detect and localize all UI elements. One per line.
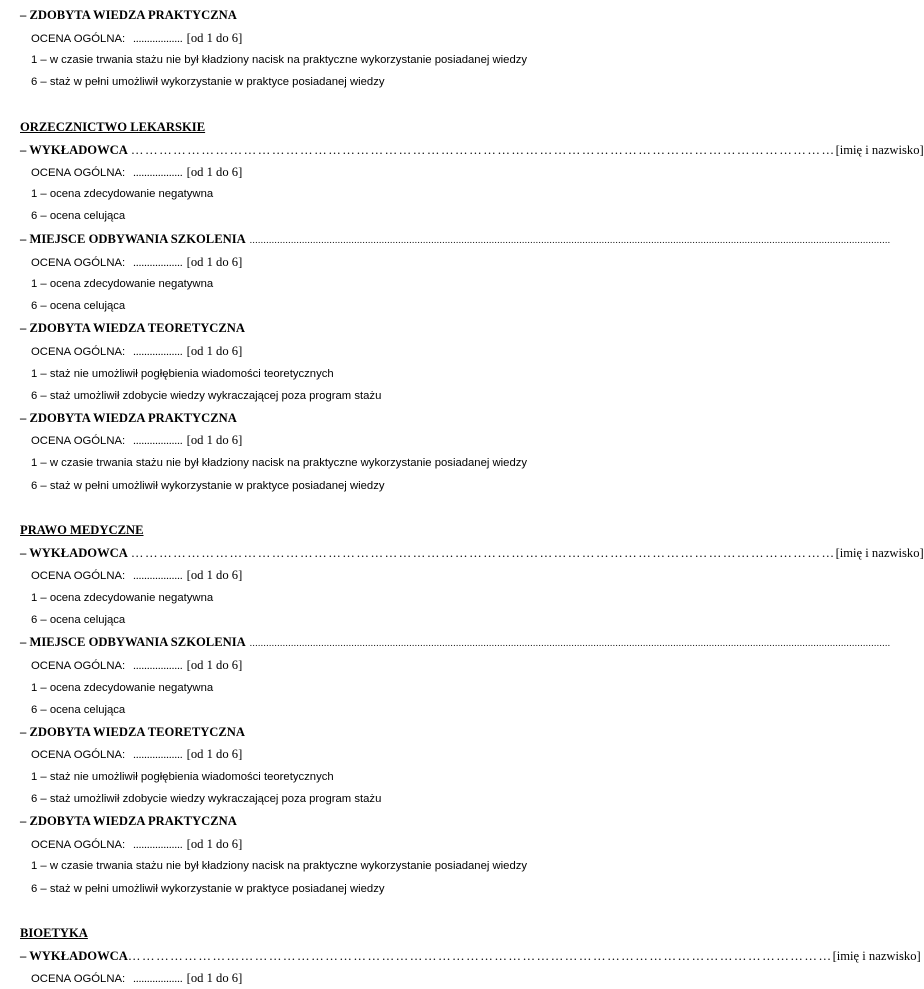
scale-note-low: 1 – staż nie umożliwił pogłębienia wiadomości teoretycznych — [31, 368, 334, 380]
place-line — [20, 634, 891, 651]
scale-note-low: 1 – ocena zdecydowanie negatywna — [31, 592, 214, 604]
scale-note-high: 6 – staż w pełni umożliwił wykorzystanie w praktyce posiadanej wiedzy — [31, 480, 385, 492]
lecturer-label: – WYKŁADOWCA — [20, 143, 128, 157]
scale-note-low: 1 – ocena zdecydowanie negatywna — [31, 278, 214, 290]
score-blank[interactable]: .................. — [133, 749, 183, 761]
score-line — [31, 657, 242, 674]
score-range: [od 1 do 6] — [186, 165, 243, 179]
lecturer-name-field[interactable]: …………………………………………………………………………………………………………………………………… — [130, 546, 836, 560]
score-range: [od 1 do 6] — [186, 344, 243, 358]
score-label: OCENA OGÓLNA: — [31, 346, 126, 358]
scale-note-high: 6 – ocena celująca — [31, 210, 126, 222]
score-blank[interactable]: .................. — [133, 435, 183, 447]
score-label: OCENA OGÓLNA: — [31, 973, 126, 985]
section-title-orzecznictwo: ORZECZNICTWO LEKARSKIE — [20, 120, 206, 134]
score-range: [od 1 do 6] — [186, 31, 243, 45]
lecturer-line — [20, 142, 924, 158]
score-range: [od 1 do 6] — [186, 255, 243, 269]
theory-heading: – ZDOBYTA WIEDZA TEORETYCZNA — [20, 725, 245, 739]
scale-note-high: 6 – staż w pełni umożliwił wykorzystanie w praktyce posiadanej wiedzy — [31, 76, 385, 88]
score-label: OCENA OGÓLNA: — [31, 257, 126, 269]
theory-heading: – ZDOBYTA WIEDZA TEORETYCZNA — [20, 321, 245, 335]
score-line — [31, 970, 242, 987]
section-title-prawo: PRAWO MEDYCZNE — [20, 523, 144, 537]
scale-note-low: 1 – w czasie trwania stażu nie był kładziony nacisk na praktyczne wykorzystanie posiadanej wiedzy — [31, 457, 528, 469]
practice-heading: – ZDOBYTA WIEDZA PRAKTYCZNA — [20, 8, 237, 22]
score-line — [31, 254, 242, 271]
score-label: OCENA OGÓLNA: — [31, 749, 126, 761]
score-blank[interactable]: .................. — [133, 257, 183, 269]
lecturer-line — [20, 545, 924, 561]
scale-note-low: 1 – ocena zdecydowanie negatywna — [31, 682, 214, 694]
score-label: OCENA OGÓLNA: — [31, 839, 126, 851]
score-blank[interactable]: .................. — [133, 346, 183, 358]
lecturer-name-field[interactable]: …………………………………………………………………………………………………………………………………… — [130, 143, 836, 157]
score-range: [od 1 do 6] — [186, 747, 243, 761]
lecturer-name-field[interactable]: …………………………………………………………………………………………………………………………………… — [127, 949, 833, 963]
scale-note-low: 1 – w czasie trwania stażu nie był kładziony nacisk na praktyczne wykorzystanie posiadanej wiedzy — [31, 54, 528, 66]
section-title-bioetyka: BIOETYKA — [20, 926, 88, 940]
scale-note-high: 6 – staż umożliwił zdobycie wiedzy wykraczającej poza program stażu — [31, 390, 382, 402]
scale-note-low: 1 – w czasie trwania stażu nie był kładziony nacisk na praktyczne wykorzystanie posiadanej wiedzy — [31, 860, 528, 872]
scale-note-low: 1 – ocena zdecydowanie negatywna — [31, 188, 214, 200]
score-blank[interactable]: .................. — [133, 973, 183, 985]
name-hint: [imię i nazwisko] — [832, 949, 921, 963]
place-label: – MIEJSCE ODBYWANIA SZKOLENIA — [20, 635, 246, 649]
score-label: OCENA OGÓLNA: — [31, 570, 126, 582]
score-blank[interactable]: .................. — [133, 839, 183, 851]
lecturer-line — [20, 948, 921, 964]
scale-note-high: 6 – staż w pełni umożliwił wykorzystanie w praktyce posiadanej wiedzy — [31, 883, 385, 895]
score-line — [31, 343, 242, 360]
score-label: OCENA OGÓLNA: — [31, 167, 126, 179]
score-blank[interactable]: .................. — [133, 167, 183, 179]
score-blank[interactable]: .................. — [133, 33, 183, 45]
score-line — [31, 836, 242, 853]
place-field[interactable]: ......................................................................................................................................................................................................................................... — [249, 638, 891, 648]
practice-heading: – ZDOBYTA WIEDZA PRAKTYCZNA — [20, 411, 237, 425]
score-range: [od 1 do 6] — [186, 971, 243, 985]
practice-heading: – ZDOBYTA WIEDZA PRAKTYCZNA — [20, 814, 237, 828]
score-line — [31, 164, 242, 181]
score-blank[interactable]: .................. — [133, 660, 183, 672]
place-field[interactable]: ......................................................................................................................................................................................................................................... — [249, 235, 891, 245]
name-hint: [imię i nazwisko] — [835, 546, 924, 560]
lecturer-label: – WYKŁADOWCA — [20, 546, 128, 560]
score-line — [31, 30, 242, 47]
lecturer-label: – WYKŁADOWCA — [20, 949, 128, 963]
name-hint: [imię i nazwisko] — [835, 143, 924, 157]
score-label: OCENA OGÓLNA: — [31, 435, 126, 447]
score-range: [od 1 do 6] — [186, 658, 243, 672]
score-label: OCENA OGÓLNA: — [31, 33, 126, 45]
score-blank[interactable]: .................. — [133, 570, 183, 582]
scale-note-low: 1 – staż nie umożliwił pogłębienia wiadomości teoretycznych — [31, 771, 334, 783]
score-range: [od 1 do 6] — [186, 837, 243, 851]
score-range: [od 1 do 6] — [186, 433, 243, 447]
score-range: [od 1 do 6] — [186, 568, 243, 582]
place-line — [20, 231, 891, 248]
scale-note-high: 6 – ocena celująca — [31, 614, 126, 626]
place-label: – MIEJSCE ODBYWANIA SZKOLENIA — [20, 232, 246, 246]
score-line — [31, 567, 242, 584]
scale-note-high: 6 – ocena celująca — [31, 300, 126, 312]
scale-note-high: 6 – staż umożliwił zdobycie wiedzy wykraczającej poza program stażu — [31, 793, 382, 805]
scale-note-high: 6 – ocena celująca — [31, 704, 126, 716]
score-label: OCENA OGÓLNA: — [31, 660, 126, 672]
score-line — [31, 432, 242, 449]
score-line — [31, 746, 242, 763]
